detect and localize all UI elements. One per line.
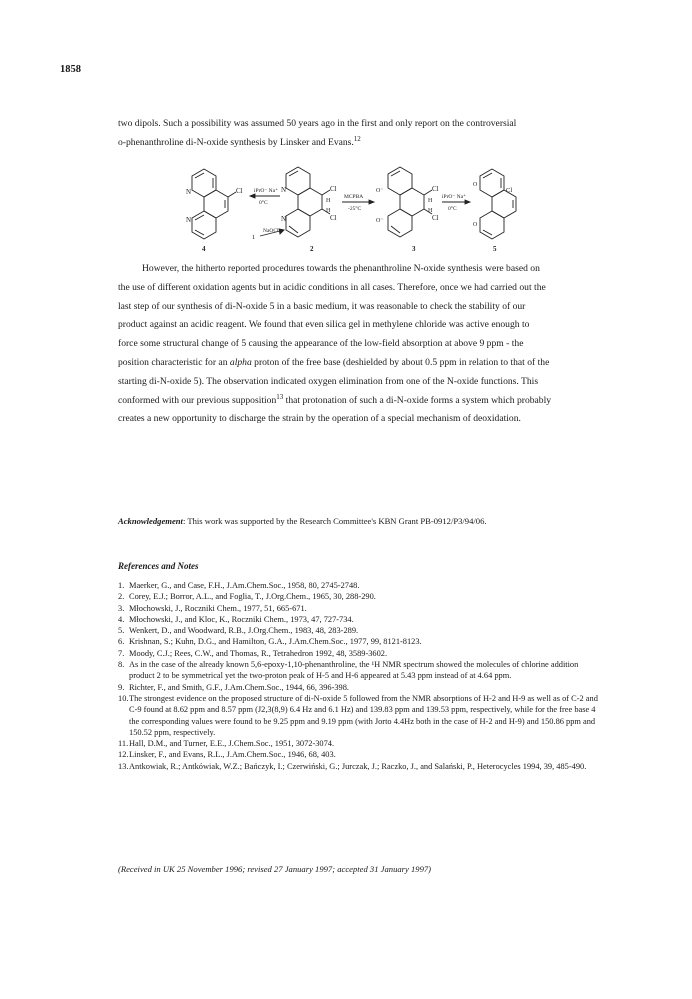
- discussion-line: starting di-N-oxide 5). The observation indicated oxygen elimination from one of the N-oxide functions. This: [118, 375, 539, 387]
- page-number: 1858: [60, 64, 81, 75]
- intro-paragraph: [118, 115, 592, 153]
- reference-item: 6. Krishnan, S.; Kuhn, D.G., and Hamilton, G.A., J.Am.Chem.Soc., 1977, 99, 8121-8123.: [118, 637, 422, 647]
- acknowledgement-text: : This work was supported by the Research Committee's KBN Grant PB-0912/P3/94/06.: [182, 516, 487, 526]
- references-list: [118, 580, 598, 772]
- compound-label-3: 3: [412, 245, 416, 253]
- atom-cl: Cl: [330, 214, 337, 222]
- discussion-line: position characteristic for an alpha proton of the free base (deshielded by about 0.5 ppm in relation to that of the: [118, 356, 550, 368]
- atom-h: H: [428, 198, 433, 204]
- discussion-line: force some structural change of 5 causing the appearance of the low-field absorption at above 9 ppm - the: [118, 338, 524, 350]
- atom-cl: Cl: [236, 187, 243, 195]
- reaction-arrow-3: [342, 194, 374, 212]
- structure-compound-3: [376, 167, 439, 253]
- reference-item: 10. The strongest evidence on the proposed structure of di-N-oxide 5 followed from the NMR absorptions of H-2 and H-9 as well as of C-2 and C-9 found at 8.62 ppm and 8.57 ppm (J2,3(8,9) 6.4 Hz and 6.1 Hz) and 139.83 ppm and 139.53 ppm, respectively, while for the free base 4 the corresponding values were found to be 9.25 ppm and 9.19 ppm (with Jorto 4.4Hz both in the case of H-2 and H-9) and 150.86 ppm and 150.52 ppm, respectively.: [118, 693, 598, 737]
- compound-label-4: 4: [202, 245, 206, 253]
- atom-cl: Cl: [432, 185, 439, 193]
- atom-cl: Cl: [506, 187, 513, 194]
- atom-h: H: [326, 198, 331, 204]
- structure-compound-2: [281, 167, 337, 253]
- reagent-4: iPrO⁻ Na⁺: [442, 194, 466, 200]
- atom-n: N: [281, 186, 287, 194]
- reference-item: 9. Richter, F., and Smith, G.F., J.Am.Chem.Soc., 1944, 66, 396-398.: [118, 682, 350, 692]
- reference-item: 1. Maerker, G., and Case, F.H., J.Am.Chem.Soc., 1958, 80, 2745-2748.: [118, 581, 360, 590]
- reference-item: 2. Corey, E.J.; Borror, A.L., and Foglia, T., J.Org.Chem., 1965, 30, 288-290.: [118, 592, 376, 602]
- intro-line-2: o-phenanthroline di-N-oxide synthesis by Linsker and Evans.$^{12}$: [118, 134, 361, 148]
- compound-label-5: 5: [493, 245, 497, 253]
- discussion-line: product against an acidic reagent. We found that even silica gel in methylene chloride was active enough to: [118, 319, 530, 331]
- discussion-line: However, the hitherto reported procedures towards the phenanthroline N-oxide synthesis were based on: [142, 263, 540, 274]
- atom-n: N: [186, 216, 192, 224]
- references-heading: References and Notes: [118, 561, 199, 571]
- structure-compound-5: [473, 169, 516, 253]
- acknowledgement-label: Acknowledgement: [118, 516, 183, 526]
- reagent-3-temp: -25°C: [348, 206, 362, 212]
- reagent-4-temp: 0°C: [448, 206, 457, 212]
- atom-o: O: [473, 222, 478, 228]
- discussion-line: creates a new opportunity to discharge the strain by the operation of a special mechanism of deoxidation.: [118, 413, 521, 425]
- atom-h: H: [326, 208, 331, 214]
- reagent-3: MCPBA: [344, 194, 364, 200]
- reagent-1: iPrO⁻ Na⁺: [254, 188, 278, 194]
- reagent-2: NaOCl: [263, 228, 279, 234]
- compound-label-2: 2: [310, 245, 314, 253]
- atom-cl: Cl: [432, 214, 439, 222]
- reference-item: 4. Młochowski, J., and Kloc, K., Roczniki Chem., 1973, 47, 727-734.: [118, 614, 354, 624]
- atom-o-minus: O⁻: [376, 188, 384, 194]
- discussion-line: last step of our synthesis of di-N-oxide 5 in a basic medium, it was reasonable to check the stability of our: [118, 300, 526, 312]
- reaction-arrow-2: [252, 228, 284, 241]
- intro-line-1: two dipols. Such a possibility was assumed 50 years ago in the first and only report on the controversial: [118, 118, 517, 129]
- reference-item: 13. Antkowiak, R.; Antkówiak, W.Z.; Bańczyk, I.; Czerwiński, G.; Jurczak, J.; Raczko, J., and Salański, P., Heterocycles 1994, 39, 485-490.: [118, 761, 587, 771]
- reaction-arrow-1: [250, 187, 280, 206]
- acknowledgement: [118, 516, 487, 526]
- atom-o: O: [473, 182, 478, 188]
- atom-h: H: [428, 208, 433, 214]
- reaction-scheme: [180, 164, 520, 254]
- reference-item: 5. Wenkert, D., and Woodward, R.B., J.Org.Chem., 1983, 48, 283-289.: [118, 626, 359, 636]
- received-dates: (Received in UK 25 November 1996; revised 27 January 1997; accepted 31 January 1997): [118, 864, 432, 874]
- reagent-1-temp: 0°C: [259, 200, 268, 206]
- discussion-line: conformed with our previous supposition$^{13}$ that protonation of such a di-N-oxide forms a system which probably: [118, 392, 552, 406]
- structure-compound-4: [186, 169, 243, 253]
- reference-item: 11. Hall, D.M., and Turner, E.E., J.Chem.Soc., 1951, 3072-3074.: [118, 739, 335, 749]
- reagent-2-num: 1: [252, 234, 256, 241]
- discussion-line: the use of different oxidation agents but in acidic conditions in all cases. Therefore, once we had carried out the: [118, 281, 546, 293]
- reference-item: 12. Linsker, F., and Evans, R.L., J.Am.Chem.Soc., 1946, 68, 403.: [118, 750, 336, 760]
- atom-o-minus: O⁻: [376, 218, 384, 224]
- reaction-arrow-4: [442, 193, 470, 212]
- discussion-paragraph: [118, 260, 592, 429]
- reference-item: 7. Moody, C.J.; Rees, C.W., and Thomas, R., Tetrahedron 1992, 48, 3589-3602.: [118, 648, 388, 658]
- atom-n: N: [281, 215, 287, 223]
- atom-n: N: [186, 188, 192, 196]
- reference-item: 3. Młochowski, J., Roczniki Chem., 1977, 51, 665-671.: [118, 603, 307, 613]
- atom-cl: Cl: [330, 185, 337, 193]
- reference-item: 8. As in the case of the already known 5,6-epoxy-1,10-phenanthroline, the ¹H NMR spectrum showed the molecules of chlorine addition product 2 to be symmetrical yet the two-proton peak of H-5 and H-6 appeared at 5.43 ppm instead of at 4.64 ppm.: [118, 660, 579, 681]
